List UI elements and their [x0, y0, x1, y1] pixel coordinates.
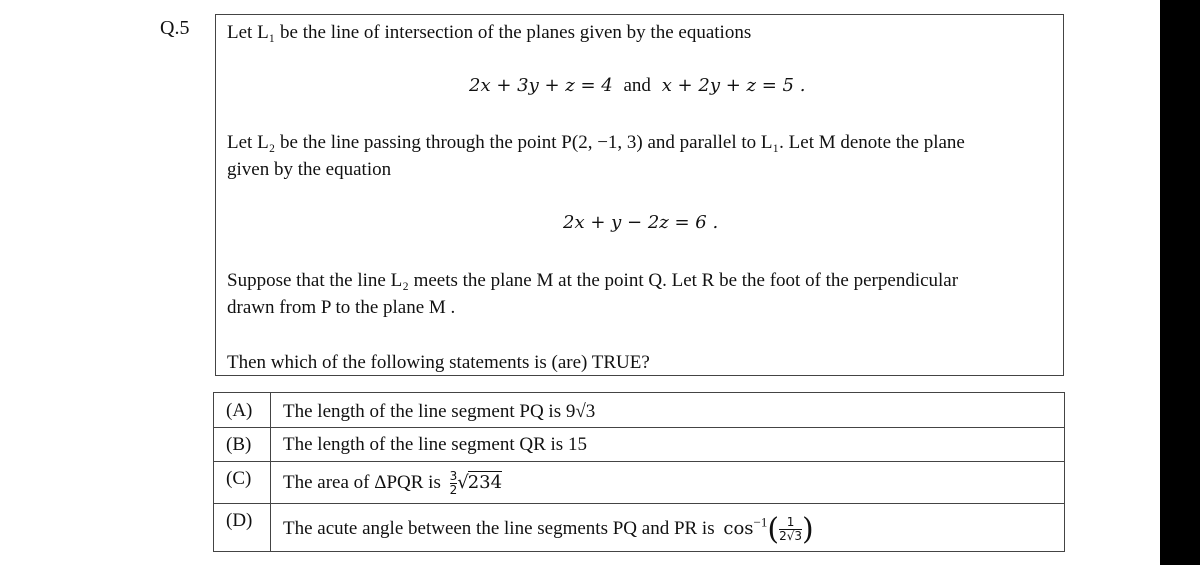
right-paren: ) [802, 512, 814, 547]
option-label-d: (D) [226, 510, 253, 531]
option-label-a: (A) [226, 400, 253, 421]
option-row-c[interactable] [214, 461, 1064, 503]
equation-and: and [623, 75, 651, 96]
sqrt-symbol: √ [457, 471, 469, 493]
option-c-fraction-numerator: 3 [449, 469, 458, 483]
equation-plane-m-text: 2x + y − 2z = 6 . [563, 212, 719, 233]
option-text-b: The length of the line segment QR is 15 [283, 434, 587, 455]
option-text-c: The area of ΔPQR is [283, 471, 441, 493]
question-paragraph-3-line-2: drawn from P to the plane M . [227, 297, 456, 318]
right-black-bar [1160, 0, 1200, 565]
equation-plane-1: 2x + 3y + z = 4 [469, 75, 613, 96]
question-paragraph-2-line-2: given by the equation [227, 159, 392, 180]
option-row-d[interactable] [214, 503, 1064, 551]
left-margin [0, 0, 160, 565]
option-d-fraction-numerator: 1 [786, 515, 795, 529]
option-row-b[interactable] [214, 427, 1064, 461]
option-text-d: The acute angle between the line segments PQ and PR is [283, 517, 715, 539]
question-paragraph-3-line-1: Suppose that the line L₂ meets the plane M at the point Q. Let R be the foot of the perpendicular [227, 270, 959, 291]
question-number: Q.5 [160, 17, 190, 39]
option-content-d [283, 512, 814, 547]
left-paren: ( [767, 512, 780, 547]
question-paragraph-1: Let L₁ be the line of intersection of the planes given by the equations [227, 22, 752, 43]
option-text-a: The length of the line segment PQ is 9√3 [283, 401, 596, 422]
option-label-b: (B) [226, 434, 252, 455]
equation-plane-m [563, 212, 718, 234]
option-c-radicand: 234 [467, 471, 503, 493]
question-paragraph-4: Then which of the following statements is (are) TRUE? [227, 352, 650, 373]
options-table [213, 392, 1065, 552]
option-d-fraction-denominator: 2√3 [779, 529, 803, 543]
question-paragraph-2-line-1: Let L₂ be the line passing through the point P(2, −1, 3) and parallel to L₁. Let M denote the plane [227, 132, 965, 153]
option-d-superscript: −1 [753, 514, 768, 530]
equation-planes [469, 75, 805, 97]
equation-plane-2: x + 2y + z = 5 . [661, 75, 806, 96]
question-box [215, 14, 1064, 376]
option-row-a[interactable] [214, 393, 1064, 427]
option-label-c: (C) [226, 468, 252, 489]
option-content-c [283, 470, 502, 497]
option-d-function: cos [723, 517, 754, 539]
option-c-fraction-denominator: 2 [449, 483, 458, 497]
option-d-fraction [779, 516, 802, 543]
